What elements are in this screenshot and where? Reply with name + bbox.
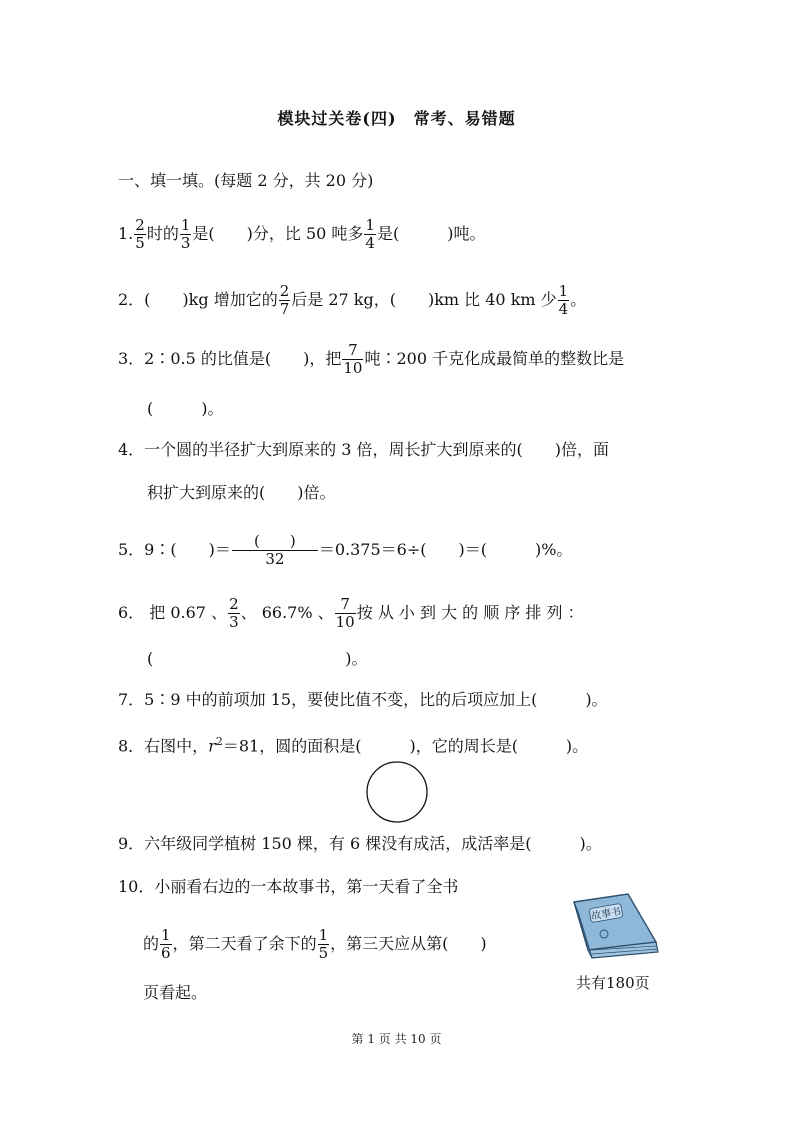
question-8 [118, 732, 588, 756]
question-9: 9．六年级同学植树 150 棵，有 6 棵没有成活，成活率是( )。 [118, 834, 602, 853]
question-10-line-3: 页看起。 [143, 983, 208, 1002]
q10-text-2: ，第二天看了余下的 [172, 934, 317, 953]
question-7: 7．5∶9 中的前项加 15，要使比值不变，比的后项应加上( )。 [118, 690, 608, 709]
q8-text-1: 8．右图中， [118, 736, 209, 756]
q2-fraction-2: $\frac{1}{4}$ [558, 282, 569, 318]
book-title: 故事书 [590, 906, 622, 923]
q10-text-3: ，第三天应从第( ) [330, 934, 487, 953]
question-10-line-2 [143, 927, 487, 962]
q6-fraction-1: $\frac{2}{3}$ [229, 595, 239, 631]
q1-text-3: 是( )吨。 [376, 224, 486, 243]
question-1 [118, 217, 485, 252]
question-2 [118, 283, 586, 318]
question-3 [118, 342, 624, 377]
q6-fraction-2: $\frac{7}{10}$ [335, 595, 355, 631]
q2-text-1: 2．( )kg 增加它的 [118, 290, 278, 309]
question-4-line-2: 积扩大到原来的( )倍。 [147, 483, 336, 502]
q6-text-3: 按 从 小 到 大 的 顺 序 排 列 ： [356, 603, 584, 622]
q1-fraction-3: $\frac{1}{4}$ [365, 216, 375, 252]
section-heading: 一、填一填。(每题 2 分，共 20 分) [118, 171, 374, 190]
q5-text-1: 5．9∶( )＝ [118, 540, 231, 559]
q10-text-1: 的 [143, 934, 160, 953]
q8-exponent: 2 [215, 735, 223, 748]
q6-text-1: 6． 把 0.67 、 [118, 603, 228, 622]
q2-text-2: 后是 27 kg，( )km 比 40 km 少 [291, 290, 557, 309]
q5-text-2: ＝0.375＝6÷( )＝( )%。 [318, 540, 573, 559]
q1-number: 1. [118, 224, 134, 243]
q1-fraction-2: $\frac{1}{3}$ [180, 216, 191, 252]
q1-text-2: 是( )分，比 50 吨多 [192, 224, 364, 243]
q6-line-2: ( )。 [147, 649, 368, 668]
q10-fraction-1: $\frac{1}{6}$ [161, 926, 171, 962]
q2-fraction-1: $\frac{2}{7}$ [279, 282, 290, 318]
q10-fraction-2: $\frac{1}{5}$ [318, 926, 329, 962]
question-6 [118, 596, 584, 631]
q8-text-2: ＝81，圆的面积是( )，它的周长是( )。 [222, 736, 589, 756]
question-4-line-1: 4．一个圆的半径扩大到原来的 3 倍，周长扩大到原来的( )倍，面 [118, 440, 610, 459]
q5-fraction-1: $\frac{( )}{32}$ [232, 533, 318, 568]
q6-text-2: 、 66.7% 、 [240, 603, 334, 622]
q3-line-2: ( )。 [147, 399, 224, 418]
q3-text-2: 吨∶200 千克化成最简单的整数比是 [364, 349, 625, 368]
q2-text-3: 。 [570, 290, 587, 309]
page-title: 模块过关卷(四) 常考、易错题 [277, 109, 516, 128]
storybook-illustration [566, 890, 666, 968]
q1-fraction-1: $\frac{2}{5}$ [135, 216, 145, 252]
book-caption: 共有180页 [576, 974, 650, 992]
q3-fraction-1: $\frac{7}{10}$ [343, 341, 363, 377]
circle-shape [367, 762, 427, 822]
q8-radius-var: r [208, 736, 216, 756]
question-10-line-1: 10．小丽看右边的一本故事书，第一天看了全书 [118, 877, 459, 896]
page-footer: 第 1 页 共 10 页 [351, 1032, 442, 1046]
circle-figure [364, 760, 430, 826]
question-5 [118, 533, 572, 568]
q1-text-1: 时的 [146, 224, 179, 243]
q3-text-1: 3．2∶0.5 的比值是( )，把 [118, 349, 342, 368]
